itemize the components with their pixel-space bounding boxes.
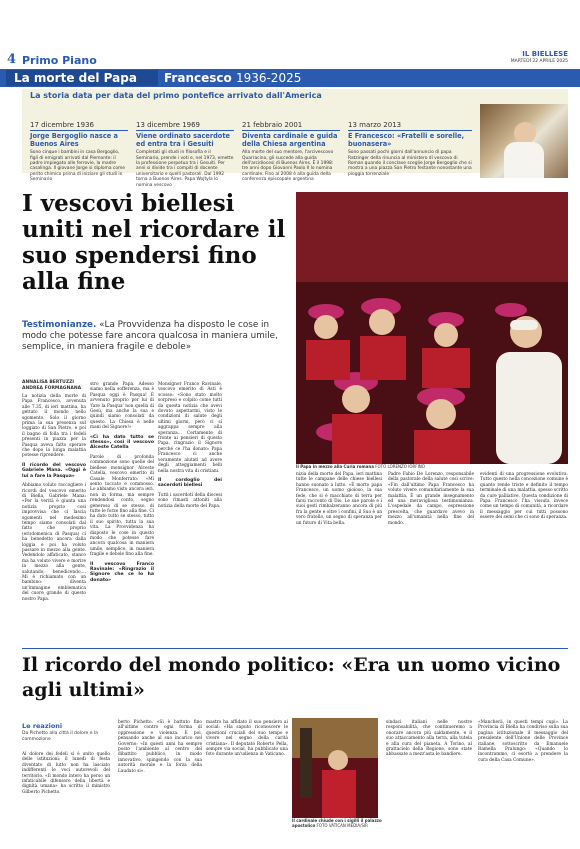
subhead: «Ci ha dato tutto se stesso», così il vescovo Alceste Catella — [90, 434, 154, 451]
paragraph: Parole di profonda commozione sono quelle del biellese monsignor Alceste Catella, vescovo emerito di Casale Monferrato: «Mi sento toccato e commosso. Lo abbiamo visto ancora ieri, non in forma, ma sempre rendendosi conto, segno generoso di se stesso, di tutte le forze fino alla fine. Ci ha dato tutto se stesso, tutto il suo spirito, tutta la sua vita. La Provvidenza ha disposto le cose in questo modo che potesse fare ancora qualcosa in maniera umile, semplice, in maniera fragile e debole fino alla fine. — [90, 454, 154, 558]
paragraph: Abbiamo voluto raccogliere i ricordi del vescovo emerito di Biella, Gabriele Mana: «Per la verità è giunta una notizia proprio così improvvisa che ci lascia sgomenti nel medesimo tempo siamo consolati dal fatto che proprio (eri)domenica di Pasqua) ci ha benedetto ancora dalla loggia e poi ha voluto passare in mezzo alla gente. Vedendolo affaticato, stanco ma ha voluto vivere e morire in mezzo alla gente, salutando, benedicendo,... Mi è richiamato con un bambino: diventa un'immagine emblematica del cuore grande di questo nostro Papa. — [22, 483, 86, 602]
subhead: Il vescovo Franco Ravinale: «Ringrazio il Signore che ce lo ha donato» — [90, 561, 154, 583]
author-name: ANNALISA BERTUZZI — [22, 380, 75, 385]
band-years: 1936-2025 — [235, 71, 302, 85]
timeline-heading: Diventa cardinale e guida della Chiesa argentina — [242, 132, 338, 148]
timeline-heading: Viene ordinato sacerdote ed entra tra i Gesuiti — [136, 132, 230, 148]
cardinal-caption — [292, 818, 382, 828]
paragraph: Tutti i sacerdoti della diocesi sono rimasti attoniti alla notizia della morte del Papa. — [158, 492, 222, 509]
timeline-date: 17 dicembre 1936 — [30, 121, 128, 131]
timeline-title: La storia data per data del primo pontefice arrivato dall'America — [30, 91, 322, 100]
article2-column: Al dolore dei fedeli si è unito quello delle istituzioni: il lunedì di festa diventato di lutto non ha lasciato indifferenti le voci autorevoli del territorio. «Il mondo intero ha perso un infaticabile difensore della libertà e dignità umana» ha scritto il ministro Gilberto Pichetto. — [22, 752, 110, 795]
article-column: evidenti di una progressione evolutiva. Tutto questo nella concezione comune è quanto rende triste e definito il tempo terminale di una malattia, spesso scritto da cure palliative. Questa condizione di Papa Francesco l'ha vissuta invece come un tempo di comunità, a ricordare il messaggio per cui tutti possono essere dei semi che ci sono di speranza. — [480, 472, 568, 521]
timeline-entry — [242, 121, 340, 183]
timeline-date: 13 marzo 2013 — [348, 121, 472, 131]
article-column — [90, 382, 154, 587]
band-name: Francesco — [164, 71, 232, 85]
caption-text: Il cardinale chiude con i sigilli il palazzo apostolico — [292, 818, 382, 828]
timeline-text: Completati gli studi in filosofia e il Seminario, prende i voti e, nel 1973, emette la professione perpetua tra i Gesuiti. Per anni si divide tra i compiti di docente universitario e quelli pastorali. Dal 1992 torna a Buenos Aires. Papa Wojtyla lo nomina vescovo — [136, 150, 234, 188]
curia-illustration — [296, 192, 568, 464]
masthead-name: IL BIELLESE — [522, 50, 568, 58]
pope-photo — [480, 104, 568, 178]
timeline-date: 13 dicembre 1969 — [136, 121, 234, 131]
curia-photo — [296, 192, 568, 464]
subhead: Il ricordo del vescovo Gabriele Mana. «Oggi è lui a fare la Pasqua» — [22, 462, 86, 479]
lead-text: «La Provvidenza ha disposto le cose in modo che potesse fare ancora qualcosa in maniera umile, semplice, in maniera fragile e debole» — [22, 320, 278, 352]
timeline-text: Sono passati pochi giorni dall'annuncio di papa Ratzinger della rinuncia al ministero di vescovo di Roman quando il conclave sceglie Jorge Bergoglio che si mostra a una piazza San Pietro festante nonostante una pioggia torrenziale — [348, 150, 472, 177]
timeline-text: Sono cinque i bambini in casa Bergoglio, figli di emigrati arrivati dal Piemonte: il padre impiegato alle ferrovie, la madre casalinga. Il giovane Jorge si diploma come perito chimico prima di iniziare gli studi in Seminario — [30, 150, 125, 183]
article-column — [158, 382, 222, 509]
photo-caption — [296, 464, 425, 469]
article-headline: I vescovi biellesi uniti nel ricordare il suo spendersi fino alla fine — [22, 190, 286, 295]
timeline-heading: È Francesco: «Fratelli e sorelle, buonasera» — [348, 132, 465, 148]
article-column: Padre Fabio De Lorenzo, responsabile della pastorale della salute così scrive: «Fin dall'ultimo Papa Francesco ha voluto vivere comunitariamente la sua malattia. È un grande insegnamento ed una meravigliosa testimonianza. L'ospedale da campo, espressione prescelta, che guardavo avevo in mezzo all'umanità nella fine del mondo. — [388, 472, 474, 526]
section-title: Primo Piano — [22, 54, 97, 67]
cardinal-illustration — [292, 718, 378, 818]
article-lead — [22, 320, 290, 353]
timeline-text: Alla morte del suo mentore, l'arcivescovo Quarracino, gli succede alla guida dell'arcidiocesi di Buenos Aires. È il 1998: tre anni dopo Giovanni Paolo II lo nomina cardinale. Fino al 2008 è alla guida della conferenza episcopale argentina — [242, 150, 334, 183]
lead-label: Testimonianze. — [22, 320, 97, 330]
article2-column: «Mancherà, in questi tempi cupi». La Provincia di Biella ha condiviso sulla sua pagina istituzionale il messaggio del presidente dell'Unione delle Province italiane, sottoscritto da Emanuele Ramella Pralungo: «Quando lo incontrammo, ci esortò a prendere la cura della Casa Comune». — [478, 720, 568, 763]
caption-credit: FOTO VATICAN MEDIA/SIR — [316, 823, 368, 828]
section-divider — [22, 648, 568, 649]
article2-column: berto Pichetto. «Si è battuto fino all'ultimo contro ogni forma di oppressione e violenza. E poi, pensando anche al suo incarico nel Governo: «In questi anni ha sempre posto l'ambiente al centro del dibattito pubblico, in modo innovativo, spingendo con la sua autorità morale e la forza della Laudato si». — [118, 720, 202, 774]
page-number: 4 — [7, 52, 17, 67]
reactions-subtitle: Da Pichetto alla città il dolore e la commozione — [22, 731, 98, 742]
paragraph: Monsignor Franco Ravinale, vescovo emerito di Asti è scosso: «Sono stato molto sorpreso e colpito come tutti da questa notizia che avevi dovuto aspettarmi, visto le condizioni di salute degli ultimi giorni, però ci si aggrappa sempre alla speranza... Certamente di fronte ai pensieri di questo Papa, ringrazio il Signore perché ce l'ha donato: Papa Francesco ci anche veramente aiutati ad avere degli atteggiamenti belli nella nostra vita di cristiani. — [158, 382, 222, 474]
subhead: Il cordoglio dei sacerdoti biellesi — [158, 477, 222, 489]
caption-credit: FOTO LORENZO IORFINO — [375, 464, 425, 469]
byline — [22, 380, 81, 391]
paragraph: La notizia della morte di Papa Francesco, avvenuta alle 7.35, di ieri mattina, ha gettato il mondo nello sgomento. Solo il giorno prima la sua presenza sul loggiato di San Pietro, e poi il bagno di folla tra i fedeli presenti in piazza per la Pasqua aveva fatto sperare che dopo la lunga malattia potesse riprendere. — [22, 394, 86, 459]
timeline-heading: Jorge Bergoglio nasce a Buenos Aires — [30, 132, 118, 148]
timeline-entry — [348, 121, 472, 177]
timeline-entry — [136, 121, 234, 188]
cardinal-photo — [292, 718, 378, 818]
article-column: nizia della morte del Papa, ieri mattina tutte le campane delle chiese biellesi hanno suonato a lutto. «È morto papa Francesco, un uomo gioioso, la sua fede, che si è macchiato di terra per farsi racconto di Dio. Le sue parole e i suoi gesti rimbalzeranno ancora di più fra la gente e oltre i confini, il Suo è un vero fratello, un segno di speranza per un futuro di Vita bella. — [296, 472, 382, 526]
caption-text: Il Papa in mezzo alla Curia romana — [296, 464, 374, 469]
band-right — [164, 69, 301, 87]
timeline-date: 21 febbraio 2001 — [242, 121, 340, 131]
article2-column: mastro ha affidato il suo pensiero ai social: «Ha saputo riconoscere le questioni cruciali del suo tempo e vivere nel segno della carità cristiana». Il deputato Roberto Pella, sempre via social, ha pubblicato una foto durante un'udienza in Vaticano. — [206, 720, 288, 758]
topic-band — [0, 69, 580, 87]
article-column — [22, 394, 86, 602]
paragraph: stro grande Papa. Adesso siamo nella sofferenza, ma è Pasqua oggi è Pasqua! È avvenuto proprio per lui di 'fare la Pasqua' non quella di Gesù, ma anche la sua e quindi siamo consolati da questo. La Chiesa è nelle mani del Signore!» — [90, 382, 154, 431]
masthead — [511, 50, 568, 64]
article2-column: sindaci italiani nelle nostre responsabilità, che continueremo a onorare ancora più saldamente, e il suo attaccamento alla terra, alla tutela e alla cura del pianeta. A Torino, al grattacielo della Regione, sono state abbassate a mezz'asta le bandiere. — [386, 720, 472, 758]
masthead-date: MARTEDÌ 22 APRILE 2025 — [510, 59, 568, 64]
timeline-entry — [30, 121, 128, 183]
author-name: ANDREA FORMAGNANA — [22, 385, 82, 391]
band-left: La morte del Papa — [6, 70, 158, 86]
reactions-label: Le reazioni — [22, 722, 63, 730]
article2-headline: Il ricordo del mondo politico: «Era un uomo vicino agli ultimi» — [22, 654, 561, 701]
